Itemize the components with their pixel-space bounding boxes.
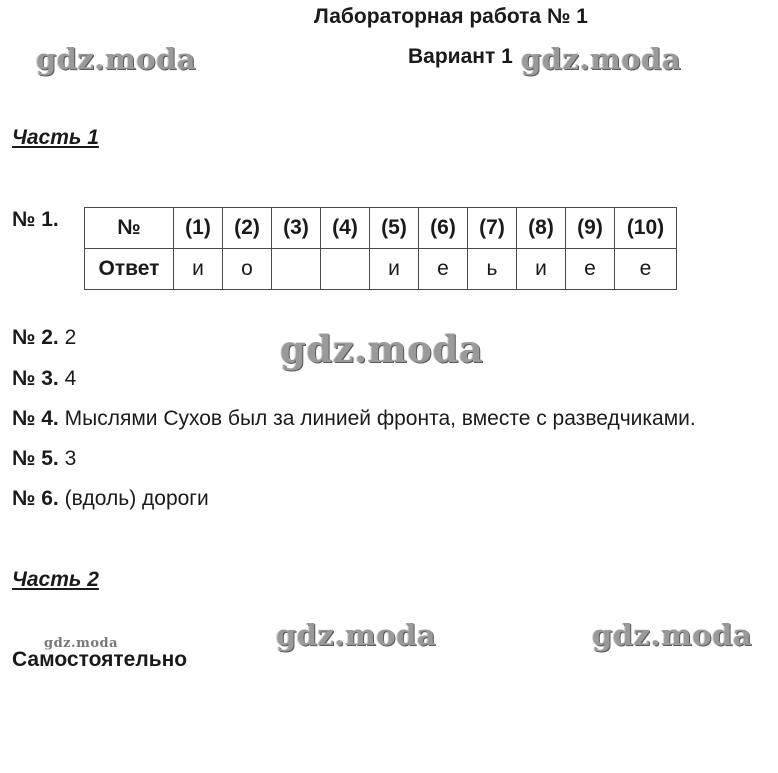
answer-table — [84, 207, 677, 290]
table-header-row — [85, 208, 677, 249]
table-cell: о — [223, 249, 272, 290]
table-header-cell: (8) — [517, 208, 566, 249]
answer-text: Мыслями Сухов был за линией фронта, вместе с разведчиками. — [64, 407, 696, 430]
watermark: gdz.moda — [521, 42, 682, 76]
table-header-cell: (9) — [566, 208, 615, 249]
table-answer-row — [85, 249, 677, 290]
table-header-cell: № — [85, 208, 174, 249]
watermark: gdz.moda — [44, 636, 119, 651]
table-header-cell: (1) — [174, 208, 223, 249]
q1-number: № 1. — [12, 208, 59, 231]
table-header-cell: (6) — [419, 208, 468, 249]
watermark: gdz.moda — [36, 42, 197, 76]
watermark: gdz.moda — [280, 327, 484, 371]
q1-label — [12, 208, 59, 232]
table-cell — [272, 249, 321, 290]
variant-label: Вариант 1 — [408, 45, 513, 68]
watermark: gdz.moda — [276, 618, 437, 652]
part2-text: Самостоятельно — [12, 648, 188, 671]
answer-line — [12, 407, 696, 431]
table-cell — [321, 249, 370, 290]
table-header-cell: (3) — [272, 208, 321, 249]
answer-text: 3 — [64, 447, 77, 470]
table-cell: е — [566, 249, 615, 290]
table-cell: и — [517, 249, 566, 290]
table-cell: и — [370, 249, 419, 290]
table-header-cell: (2) — [223, 208, 272, 249]
table-header-cell: (7) — [468, 208, 517, 249]
answer-line — [12, 326, 76, 350]
page-title: Лабораторная работа № 1 — [314, 5, 588, 28]
table-cell: е — [419, 249, 468, 290]
table-header-cell: (4) — [321, 208, 370, 249]
table-header-cell: (10) — [615, 208, 677, 249]
answer-number: № 2. — [12, 326, 59, 349]
answer-text: 4 — [64, 367, 77, 390]
table-cell: ь — [468, 249, 517, 290]
answer-text: (вдоль) дороги — [64, 487, 209, 510]
part2-heading: Часть 2 — [12, 568, 99, 591]
answer-number: № 4. — [12, 407, 59, 430]
part1-heading: Часть 1 — [12, 126, 99, 149]
answer-number: № 5. — [12, 447, 59, 470]
table-row-label: Ответ — [85, 249, 174, 290]
answer-line — [12, 367, 76, 391]
table-cell: е — [615, 249, 677, 290]
answer-line — [12, 487, 209, 511]
table-header-cell: (5) — [370, 208, 419, 249]
watermark: gdz.moda — [592, 618, 753, 652]
answer-number: № 6. — [12, 487, 59, 510]
answer-line — [12, 447, 76, 471]
table-cell: и — [174, 249, 223, 290]
answer-text: 2 — [64, 326, 77, 349]
answer-number: № 3. — [12, 367, 59, 390]
